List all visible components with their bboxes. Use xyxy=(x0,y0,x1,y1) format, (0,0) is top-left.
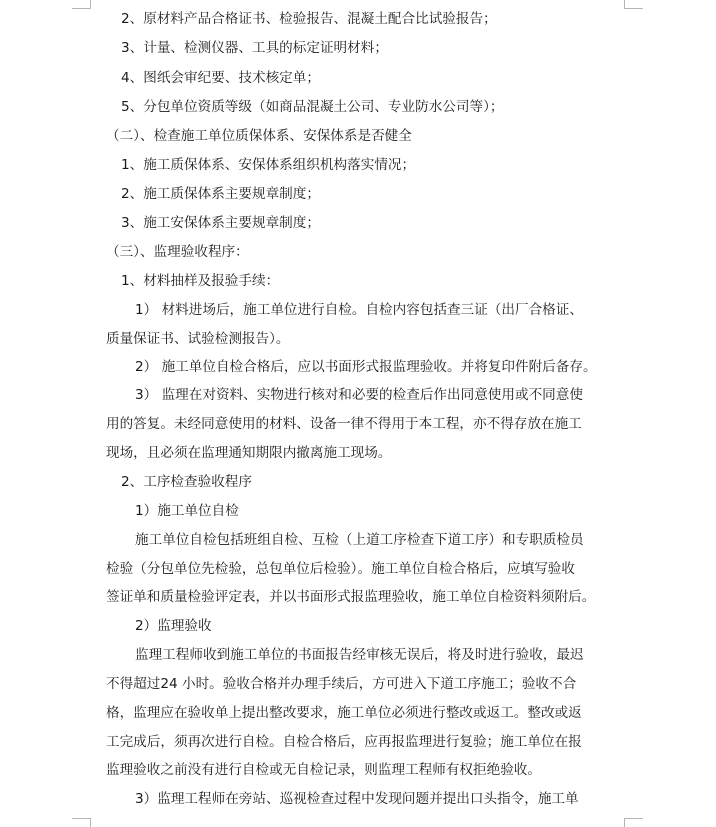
paragraph-supervision-acceptance-cont-2: 格，监理应在验收单上提出整改要求，施工单位必须进行整改或返工。整改或返 xyxy=(106,705,582,721)
list-item-1-organization: 1、施工质保体系、安保体系组织机构落实情况； xyxy=(121,157,416,173)
paragraph-supervision-acceptance: 监理工程师收到施工单位的书面报告经审核无误后，将及时进行验收，最迟 xyxy=(135,647,584,663)
list-item-2-quality-rules: 2、施工质保体系主要规章制度； xyxy=(121,186,320,202)
paragraph-supervision-acceptance-cont-4: 监理验收之前没有进行自检或无自检记录，则监理工程师有权拒绝验收。 xyxy=(106,762,541,778)
paragraph-3-supervision-check-cont-1: 用的答复。未经同意使用的材料、设备一律不得用于本工程，亦不得存放在施工 xyxy=(106,416,582,432)
subheading-2-1-self-inspection: 1）施工单位自检 xyxy=(135,503,239,519)
list-item-5-subcontractor-qualification: 5、分包单位资质等级（如商品混凝土公司、专业防水公司等）； xyxy=(121,99,504,115)
paragraph-self-inspection-cont-1: 检验（分包单位先检验，总包单位后检验）。施工单位自检合格后，应填写验收 xyxy=(106,561,575,577)
list-item-4-drawing-review: 4、图纸会审纪要、技术核定单； xyxy=(121,70,320,86)
paragraph-1-material-entry-cont: 质量保证书、试验检测报告）。 xyxy=(106,331,290,347)
list-item-3-safety-rules: 3、施工安保体系主要规章制度； xyxy=(121,215,320,231)
subheading-1-material-sampling: 1、材料抽样及报验手续： xyxy=(121,273,280,289)
page-corner-mark-bottom-left xyxy=(72,818,91,827)
page-corner-mark-top-right xyxy=(624,0,643,9)
section-heading-2-quality-safety-system: （二）、检查施工单位质保体系、安保体系是否健全 xyxy=(106,128,412,144)
list-item-3-calibration-materials: 3、计量、检测仪器、工具的标定证明材料； xyxy=(121,40,388,56)
paragraph-3-supervision-check: 3） 监理在对资料、实物进行核对和必要的检查后作出同意使用或不同意使 xyxy=(135,387,583,403)
paragraph-self-inspection-cont-2: 签证单和质量检验评定表，并以书面形式报监理验收，施工单位自检资料须附后。 xyxy=(106,589,596,605)
paragraph-2-self-inspection-report: 2） 施工单位自检合格后，应以书面形式报监理验收。并将复印件附后备存。 xyxy=(135,359,597,375)
subheading-2-process-acceptance: 2、工序检查验收程序 xyxy=(121,474,252,490)
paragraph-supervision-acceptance-cont-3: 工完成后，须再次进行自检。自检合格后，应再报监理进行复验；施工单位在报 xyxy=(106,734,582,750)
paragraph-1-material-entry: 1） 材料进场后，施工单位进行自检。自检内容包括查三证（出厂合格证、 xyxy=(135,302,583,318)
paragraph-3-supervision-check-cont-2: 现场，且必须在监理通知期限内撤离施工现场。 xyxy=(106,445,392,461)
paragraph-3-site-inspection: 3）监理工程师在旁站、巡视检查过程中发现问题并提出口头指令，施工单 xyxy=(135,791,579,807)
subheading-2-2-supervision-acceptance: 2）监理验收 xyxy=(135,618,212,634)
page-corner-mark-top-left xyxy=(72,0,91,9)
paragraph-self-inspection: 施工单位自检包括班组自检、互检（上道工序检查下道工序）和专职质检员 xyxy=(135,532,584,548)
paragraph-supervision-acceptance-cont-1: 不得超过24 小时。验收合格并办理手续后，方可进入下道工序施工；验收不合 xyxy=(106,676,577,692)
page-corner-mark-bottom-right xyxy=(624,818,643,827)
section-heading-3-acceptance-procedure: （三）、监理验收程序： xyxy=(106,244,249,260)
list-item-2-materials-certificates: 2、原材料产品合格证书、检验报告、混凝土配合比试验报告； xyxy=(121,11,497,27)
